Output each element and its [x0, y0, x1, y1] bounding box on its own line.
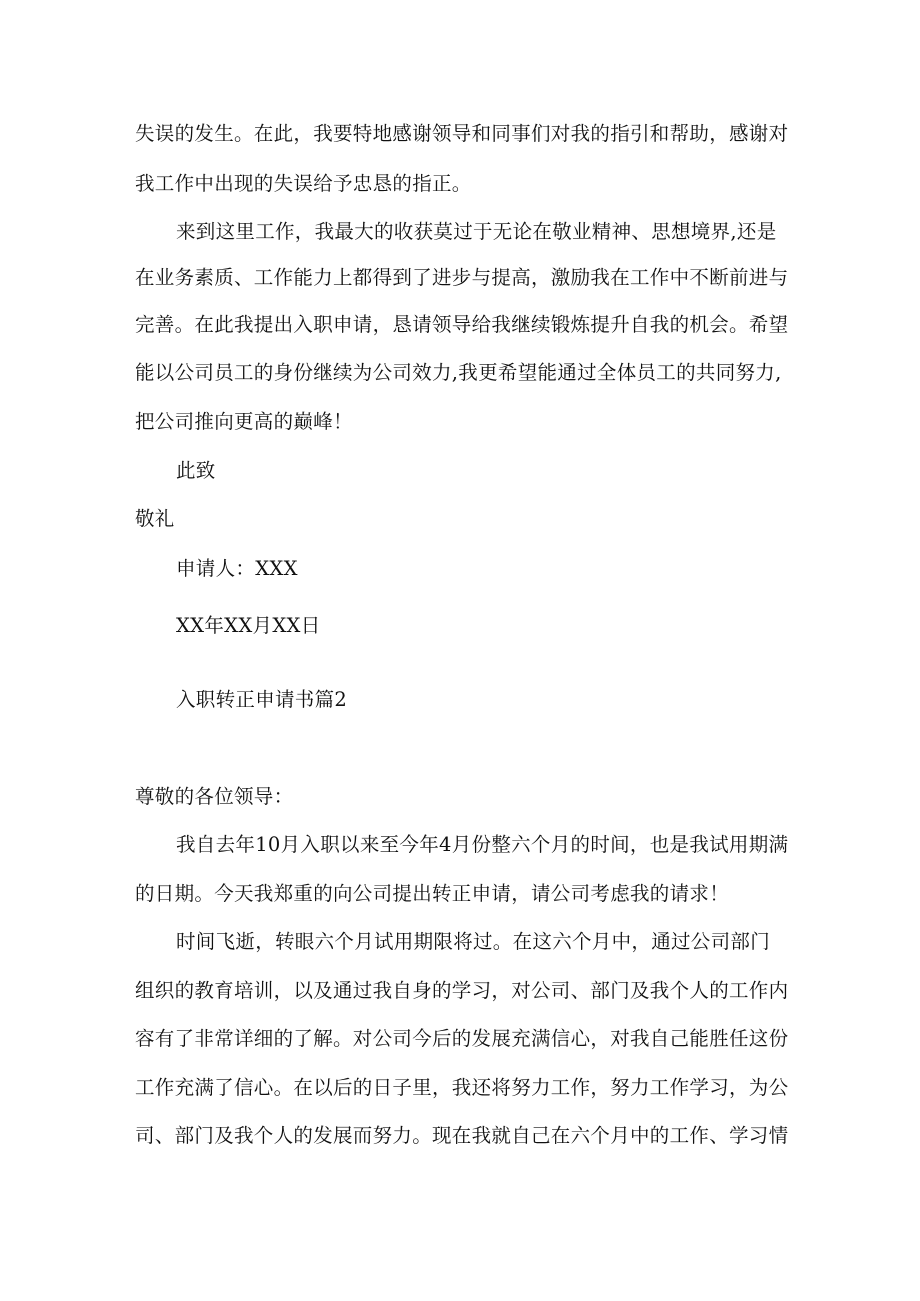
greeting: 尊敬的各位领导：	[135, 785, 294, 808]
paragraph-start-line: 来到这里工作，我最大的收获莫过于无论在敬业精神、思想境界,还是	[176, 220, 777, 243]
text-line: 把公司推向更高的巅峰！	[135, 410, 353, 433]
text-line: 我工作中出现的失误给予忠恳的指正。	[135, 172, 472, 195]
text-line: 的日期。今天我郑重的向公司提出转正申请，请公司考虑我的请求！	[135, 882, 730, 905]
signature-date: XX年XX月XX日	[176, 614, 321, 637]
section-title: 入职转正申请书篇2	[176, 688, 348, 711]
paragraph-start-line: 时间飞逝，转眼六个月试用期限将过。在这六个月中，通过公司部门	[176, 930, 771, 953]
text-line: 在业务素质、工作能力上都得到了进步与提高，激励我在工作中不断前进与	[135, 266, 789, 289]
closing-salutation: 此致	[176, 459, 216, 482]
text-line: 完善。在此我提出入职申请，恳请领导给我继续锻炼提升自我的机会。希望	[135, 313, 789, 336]
text-line: 组织的教育培训，以及通过我自身的学习，对公司、部门及我个人的工作内	[135, 979, 789, 1002]
paragraph-start-line: 我自去年10月入职以来至今年4月份整六个月的时间，也是我试用期满	[176, 833, 789, 856]
text-line: 能以公司员工的身份继续为公司效力,我更希望能通过全体员工的共同努力,	[135, 361, 782, 384]
text-line: 工作充满了信心。在以后的日子里，我还将努力工作，努力工作学习，为公	[135, 1076, 789, 1099]
text-line: 容有了非常详细的了解。对公司今后的发展充满信心，对我自己能胜任这份	[135, 1027, 789, 1050]
applicant-signature: 申请人：XXX	[176, 557, 298, 580]
closing-regards: 敬礼	[135, 507, 175, 530]
text-line: 司、部门及我个人的发展而努力。现在我就自己在六个月中的工作、学习情	[135, 1124, 789, 1147]
text-line: 失误的发生。在此，我要特地感谢领导和同事们对我的指引和帮助，感谢对	[135, 122, 789, 145]
